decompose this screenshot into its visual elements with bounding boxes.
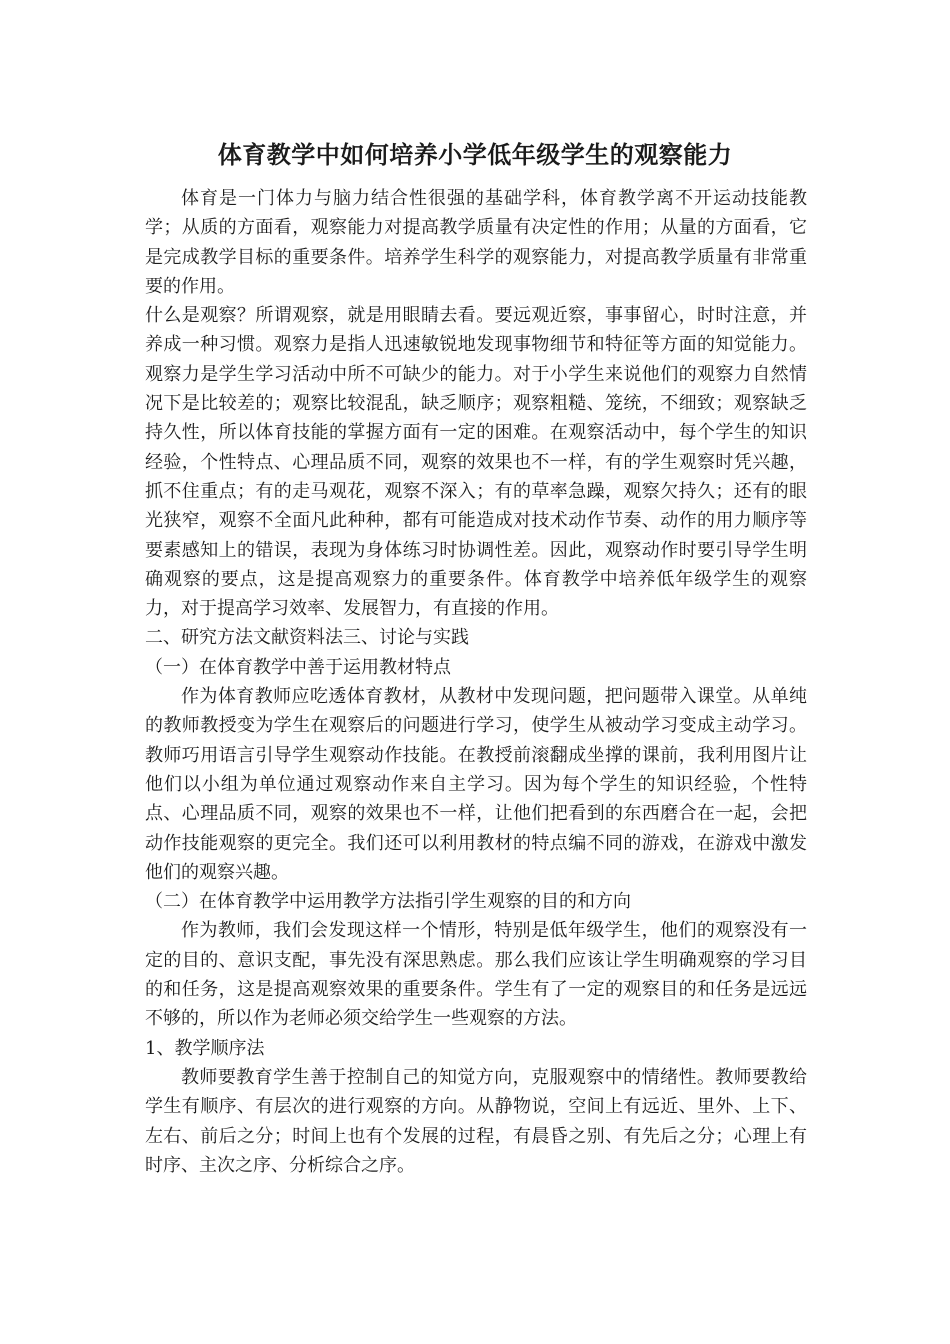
section-heading-methods: 二、研究方法文献资料法三、讨论与实践: [145, 627, 469, 649]
paragraph-teaching-method: 作为教师，我们会发现这样一个情形，特别是低年级学生，他们的观察没有一定的目的、意识支配，事先没有深思熟虑。那么我们应该让学生明确观察的学习目的和任务，这是提高观察效果的重要条件。学生有了一定的观察目的和任务是远远不够的，所以作为老师必须交给学生一些观察的方法。: [145, 920, 807, 1030]
subsection-heading-2: （二）在体育教学中运用教学方法指引学生观察的目的和方向: [145, 891, 631, 913]
document-title: 体育教学中如何培养小学低年级学生的观察能力: [217, 140, 733, 169]
document-body: [145, 184, 807, 1180]
paragraph-intro: 体育是一门体力与脑力结合性很强的基础学科，体育教学离不开运动技能教学；从质的方面看，观察能力对提高教学质量有决定性的作用；从量的方面看，它是完成教学目标的重要条件。培养学生科学的观察能力，对提高教学质量有非常重要的作用。: [145, 188, 807, 297]
numbered-heading-1: 1、教学顺序法: [145, 1037, 265, 1059]
subsection-heading-1: （一）在体育教学中善于运用教材特点: [145, 656, 451, 678]
paragraph-what-is-observation: 什么是观察？所谓观察，就是用眼睛去看。要远观近察，事事留心，时时注意，并养成一种习惯。观察力是指人迅速敏锐地发现事物细节和特征等方面的知觉能力。观察力是学生学习活动中所不可缺少的能力。对于小学生来说他们的观察力自然情况下是比较差的；观察比较混乱，缺乏顺序；观察粗糙、笼统，不细致；观察缺乏持久性，所以体育技能的掌握方面有一定的困难。在观察活动中，每个学生的知识经验，个性特点、心理品质不同，观察的效果也不一样，有的学生观察时凭兴趣，抓不住重点；有的走马观花，观察不深入；有的草率急躁，观察欠持久；还有的眼光狭窄，观察不全面凡此种种，都有可能造成对技术动作节奏、动作的用力顺序等要素感知上的错误，表现为身体练习时协调性差。因此，观察动作时要引导学生明确观察的要点，这是提高观察力的重要条件。体育教学中培养低年级学生的观察力，对于提高学习效率、发展智力，有直接的作用。: [145, 305, 807, 620]
paragraph-sequence-method: 教师要教育学生善于控制自己的知觉方向，克服观察中的情绪性。教师要教给学生有顺序、有层次的进行观察的方向。从静物说，空间上有远近、里外、上下、左右、前后之分；时间上也有个发展的过程，有晨昏之别、有先后之分；心理上有时序、主次之序、分析综合之序。: [145, 1066, 807, 1176]
paragraph-textbook: 作为体育教师应吃透体育教材，从教材中发现问题，把问题带入课堂。从单纯的教师教授变为学生在观察后的问题进行学习，使学生从被动学习变成主动学习。教师巧用语言引导学生观察动作技能。在教授前滚翻成坐撑的课前，我利用图片让他们以小组为单位通过观察动作来自主学习。因为每个学生的知识经验，个性特点、心理品质不同，观察的效果也不一样，让他们把看到的东西磨合在一起，会把动作技能观察的更完全。我们还可以利用教材的特点编不同的游戏，在游戏中激发他们的观察兴趣。: [145, 686, 807, 883]
